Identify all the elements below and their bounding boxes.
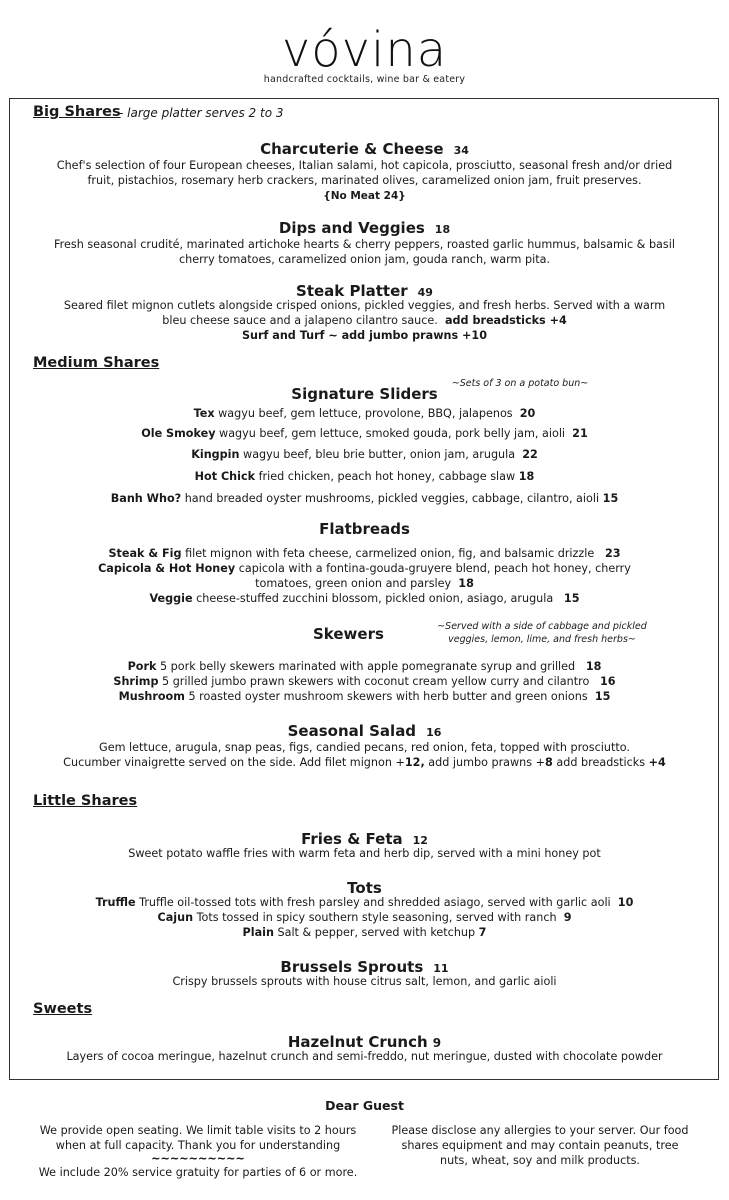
item-title-fries: Fries & Feta 12 [301, 830, 428, 848]
item-addon: Surf and Turf ~ add jumbo prawns +10 [241, 329, 487, 342]
slider-item: Tex wagyu beef, gem lettuce, provolone, BBQ, jalapenos 20 [193, 407, 536, 420]
flatbread-item-cont: tomatoes, green onion and parsley 18 [255, 577, 474, 590]
slider-item: Ole Smokey wagyu beef, gem lettuce, smoked gouda, pork belly jam, aioli 21 [141, 427, 588, 440]
tots-item: Truffle Truffle oil-tossed tots with fresh parsley and shredded asiago, served with garlic aoli 10 [95, 896, 634, 909]
flatbread-item: Steak & Fig filet mignon with feta cheese, carmelized onion, fig, and balsamic drizzle 23 [108, 547, 621, 560]
tots-item: Plain Salt & pepper, served with ketchup 7 [242, 926, 487, 939]
slider-item: Hot Chick fried chicken, peach hot honey, cabbage slaw 18 [194, 470, 535, 483]
slider-item: Kingpin wagyu beef, bleu brie butter, onion jam, arugula 22 [191, 448, 538, 461]
flatbread-item: Capicola & Hot Honey capicola with a fontina-gouda-gruyere blend, peach hot honey, cherry [98, 562, 631, 575]
item-desc: cherry tomatoes, caramelized onion jam, gouda ranch, warm pita. [178, 253, 551, 266]
footer-right: Please disclose any allergies to your server. Our food shares equipment and may contain peanuts, tree nuts, wheat, soy and milk products. [391, 1124, 689, 1167]
item-title-flatbreads: Flatbreads [319, 520, 410, 538]
item-note: {No Meat 24} [323, 190, 406, 202]
section-heading-sweets: Sweets [33, 1001, 93, 1017]
flatbread-item: Veggie cheese-stuffed zucchini blossom, pickled onion, asiago, arugula 15 [149, 592, 580, 605]
item-title-skewers: Skewers [313, 625, 384, 643]
footer-left: We provide open seating. We limit table visits to 2 hours when at full capacity. Thank you for understanding ~~~~~~~~~~ We include 20% service gratuity for parties of 6 or more. [38, 1124, 358, 1179]
item-title-hazelnut: Hazelnut Crunch 9 [287, 1033, 442, 1051]
item-desc: fruit, pistachios, rosemary herb crackers, marinated olives, caramelized onion jam, fruit preserves. [87, 174, 642, 187]
logo [0, 22, 729, 85]
tots-item: Cajun Tots tossed in spicy southern style seasoning, served with ranch 9 [157, 911, 572, 924]
item-title-dips: Dips and Veggies 18 [278, 219, 451, 237]
item-title-charcuterie: Charcuterie & Cheese 34 [260, 140, 469, 158]
item-desc: Sweet potato waffle fries with warm feta and herb dip, served with a mini honey pot [128, 847, 601, 860]
item-desc: Cucumber vinaigrette served on the side. Add filet mignon +12, add jumbo prawns +8 add breadsticks +4 [63, 756, 666, 769]
footer-title: Dear Guest [325, 1098, 404, 1113]
section-heading-medium: Medium Shares [33, 355, 160, 371]
skewer-item: Pork 5 pork belly skewers marinated with apple pomegranate syrup and grilled 18 [127, 660, 602, 673]
section-heading-big: Big Shares [33, 104, 121, 120]
item-title-tots: Tots [347, 879, 382, 897]
skewers-note: ~Served with a side of cabbage and pickled veggies, lemon, lime, and fresh herbs~ [437, 621, 647, 645]
section-heading-little: Little Shares [33, 793, 138, 809]
logo-wordmark: vóvina [281, 22, 448, 78]
item-title-salad: Seasonal Salad 16 [287, 722, 442, 740]
item-desc: Layers of cocoa meringue, hazelnut crunch and semi-freddo, nut meringue, dusted with chocolate powder [66, 1050, 663, 1063]
item-desc: Seared filet mignon cutlets alongside crisped onions, pickled veggies, and fresh herbs. Served with a warm [63, 299, 666, 312]
slider-item: Banh Who? hand breaded oyster mushrooms, pickled veggies, cabbage, cilantro, aioli 15 [110, 492, 619, 505]
logo-tagline: handcrafted cocktails, wine bar & eatery [263, 74, 466, 85]
item-desc: Gem lettuce, arugula, snap peas, figs, candied pecans, red onion, feta, topped with prosciutto. [99, 741, 630, 754]
skewer-item: Mushroom 5 roasted oyster mushroom skewers with herb butter and green onions 15 [118, 690, 611, 703]
item-desc: bleu cheese sauce and a jalapeno cilantro sauce. add breadsticks +4 [162, 314, 567, 327]
item-title-steak: Steak Platter 49 [296, 282, 433, 300]
sliders-note: ~Sets of 3 on a potato bun~ [451, 378, 589, 389]
item-desc: Fresh seasonal crudité, marinated artichoke hearts & cherry peppers, roasted garlic hummus, balsamic & basil [54, 238, 675, 251]
item-title-sliders: Signature Sliders [291, 385, 438, 403]
skewer-item: Shrimp 5 grilled jumbo prawn skewers with coconut cream yellow curry and cilantro 16 [113, 675, 616, 688]
item-title-brussels: Brussels Sprouts 11 [280, 958, 449, 976]
item-desc: Crispy brussels sprouts with house citrus salt, lemon, and garlic aioli [172, 975, 557, 988]
item-desc: Chef's selection of four European cheeses, Italian salami, hot capicola, prosciutto, seasonal fresh and/or dried [56, 159, 673, 172]
section-sub-big: - large platter serves 2 to 3 [119, 106, 284, 120]
